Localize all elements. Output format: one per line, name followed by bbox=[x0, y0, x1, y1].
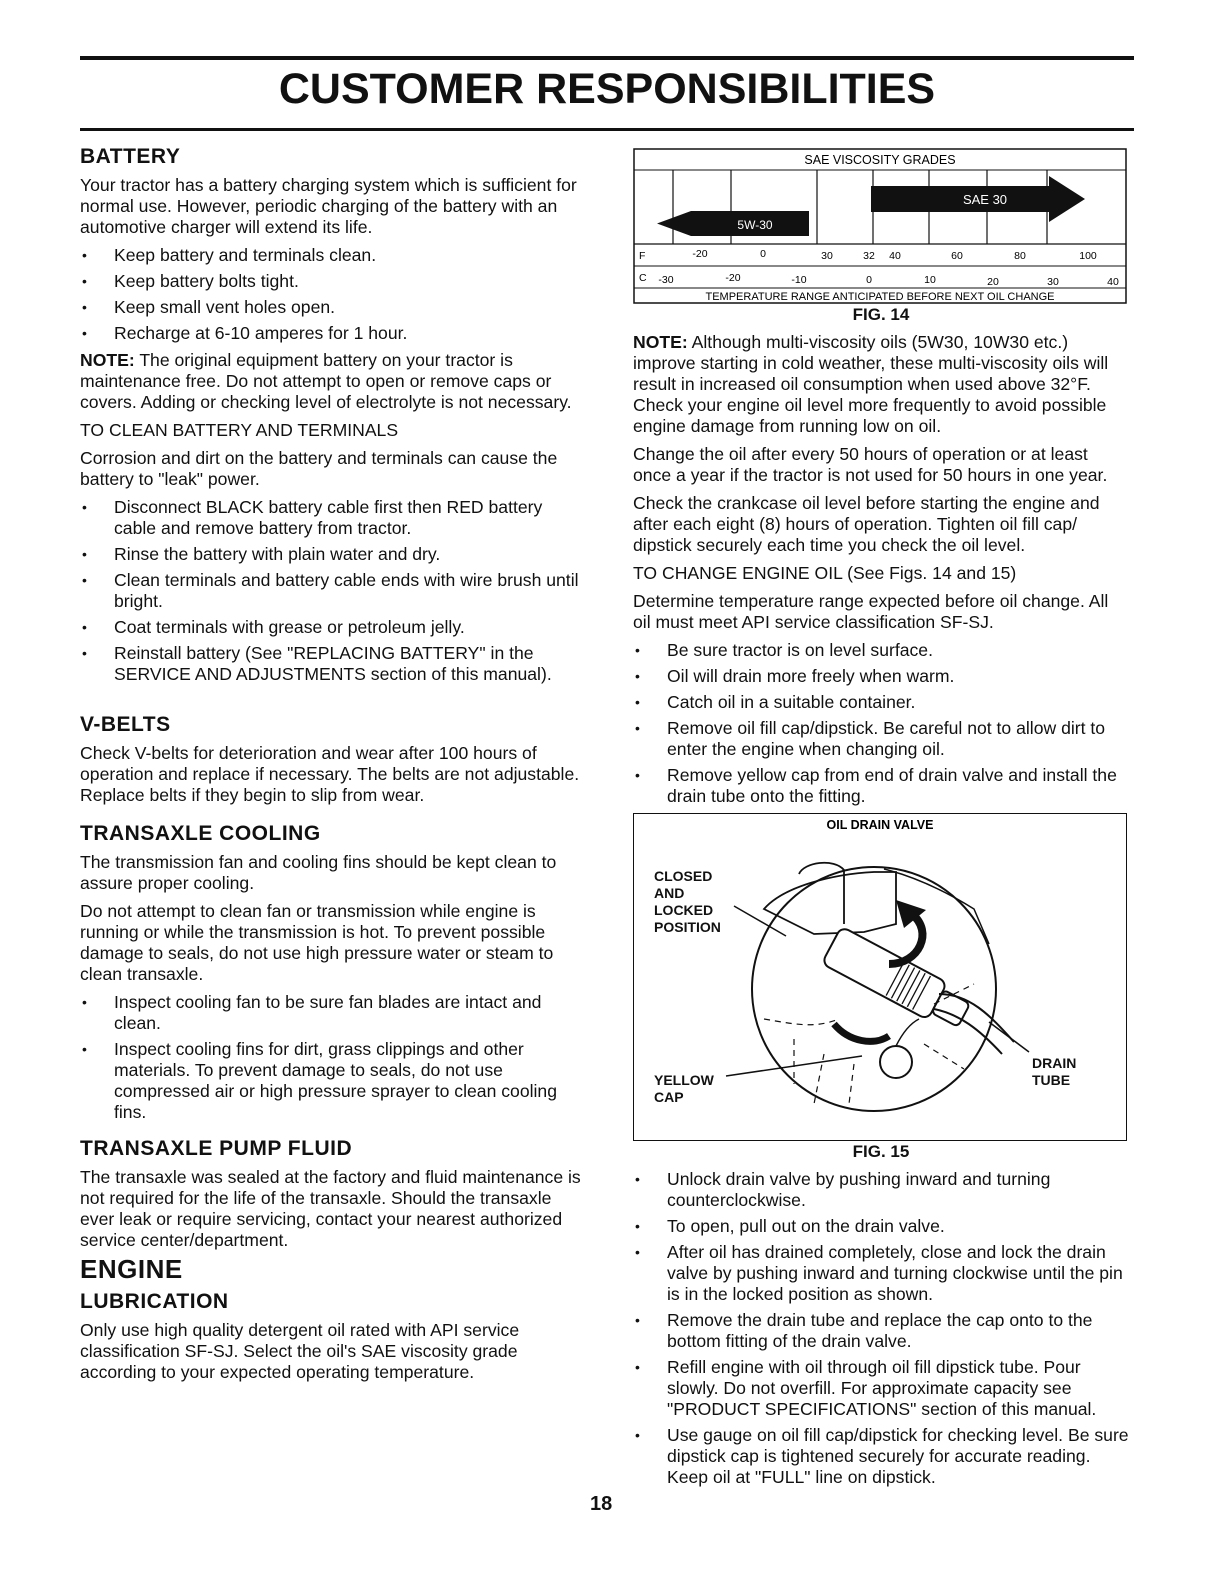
c-tick-label: 40 bbox=[1107, 276, 1119, 288]
battery-heading: BATTERY bbox=[80, 145, 181, 168]
battery-bullets bbox=[80, 245, 582, 344]
f-tick-label: 100 bbox=[1079, 250, 1097, 262]
list-item: • Inspect cooling fan to be sure fan blades are intact and clean. bbox=[80, 992, 582, 1034]
list-item: • Use gauge on oil fill cap/dipstick for checking level. Be sure dipstick cap is tightened securely for accurate reading. Keep oil at "FULL" line on dipstick. bbox=[633, 1425, 1129, 1488]
oil-check-text: Check the crankcase oil level before starting the engine and after each eight (8) hours of operation. Tighten oil fill cap/ dipstick securely each time you check the oil level. bbox=[633, 493, 1100, 555]
engine-heading: ENGINE bbox=[80, 1254, 183, 1284]
closed-locked-label bbox=[654, 868, 721, 936]
f-tick-label: 32 bbox=[863, 250, 875, 262]
list-item: • Oil will drain more freely when warm. bbox=[633, 666, 1129, 687]
sae30-label: SAE 30 bbox=[962, 192, 1008, 207]
clean-bullets bbox=[80, 497, 582, 685]
page-title: CUSTOMER RESPONSIBILITIES bbox=[278, 65, 936, 113]
list-item: • Keep battery bolts tight. bbox=[80, 271, 582, 292]
closed-leader bbox=[734, 906, 786, 936]
f-tick-label: 60 bbox=[951, 250, 963, 262]
label-line: CAP bbox=[654, 1089, 684, 1105]
list-item: • Reinstall battery (See "REPLACING BATTERY" in the SERVICE AND ADJUSTMENTS section of this manual). bbox=[80, 643, 582, 685]
lubrication-text: Only use high quality detergent oil rated with API service classification SF-SJ. Select the oil's SAE viscosity grade according to your expected operating temperature. bbox=[80, 1320, 520, 1382]
f-tick-label: 0 bbox=[760, 248, 766, 260]
drain-bullets bbox=[633, 1169, 1129, 1488]
vbelts-text: Check V-belts for deterioration and wear after 100 hours of operation and replace if necessary. The belts are not adjustable. Replace belts if they begin to slip from wear. bbox=[80, 743, 580, 805]
c-tick-label: -10 bbox=[791, 274, 807, 286]
engine-casting bbox=[764, 872, 896, 934]
transaxle-cooling-p1: The transmission fan and cooling fins should be kept clean to assure proper cooling. bbox=[80, 852, 557, 893]
battery-note bbox=[80, 350, 582, 413]
note-label: NOTE: bbox=[80, 350, 135, 370]
list-item: • After oil has drained completely, close and lock the drain valve by pushing inward and turning clockwise until the pin is in the locked position as shown. bbox=[633, 1242, 1129, 1305]
list-item: • Unlock drain valve by pushing inward and turning counterclockwise. bbox=[633, 1169, 1129, 1211]
list-item: • Catch oil in a suitable container. bbox=[633, 692, 1129, 713]
list-item: • Keep small vent holes open. bbox=[80, 297, 582, 318]
lower-arrow bbox=[834, 1024, 889, 1041]
chart-footer: TEMPERATURE RANGE ANTICIPATED BEFORE NEXT OIL CHANGE bbox=[705, 291, 1055, 303]
list-item: • Remove yellow cap from end of drain valve and install the drain tube onto the fitting. bbox=[633, 765, 1129, 807]
fig15-caption: FIG. 15 bbox=[852, 1142, 910, 1161]
c-tick-label: 0 bbox=[866, 274, 872, 286]
list-item: • Inspect cooling fins for dirt, grass clippings and other materials. To prevent damage to seals, do not use compressed air or high pressure sprayer to clean cooling fins. bbox=[80, 1039, 582, 1123]
f-tick-label: 40 bbox=[889, 250, 901, 262]
label-line: YELLOW bbox=[654, 1072, 714, 1088]
note-label: NOTE: bbox=[633, 332, 688, 352]
transaxle-cooling-heading: TRANSAXLE COOLING bbox=[80, 822, 321, 845]
f-axis-label: F bbox=[639, 250, 646, 262]
f-tick-label: 80 bbox=[1014, 250, 1026, 262]
c-tick-labels bbox=[658, 272, 1119, 288]
fig14-chart bbox=[633, 148, 1127, 304]
change-oil-heading: TO CHANGE ENGINE OIL (See Figs. 14 and 15) bbox=[633, 563, 1017, 583]
list-item: • Keep battery and terminals clean. bbox=[80, 245, 582, 266]
transaxle-pump-text: The transaxle was sealed at the factory and fluid maintenance is not required for the life of the transaxle. Should the transaxle ever leak or require servicing, contact your nearest authorized service center/department. bbox=[80, 1167, 581, 1250]
label-line: DRAIN bbox=[1032, 1055, 1077, 1071]
yellow-cap bbox=[880, 1046, 912, 1078]
list-item: • Clean terminals and battery cable ends with wire brush until bright. bbox=[80, 570, 582, 612]
viscosity-chart-svg bbox=[633, 148, 1127, 304]
c-tick-label: -30 bbox=[658, 274, 674, 286]
valve-housing bbox=[822, 926, 948, 1019]
chart-title: SAE VISCOSITY GRADES bbox=[804, 153, 956, 167]
note-text: The original equipment battery on your tractor is maintenance free. Do not attempt to open or remove caps or covers. Adding or checking level of electrolyte is not necessary. bbox=[80, 350, 572, 412]
c-axis-label: C bbox=[639, 272, 647, 284]
fig15-illustration bbox=[633, 813, 1127, 1141]
valve-body bbox=[822, 926, 974, 1034]
label-line: AND bbox=[654, 885, 685, 901]
list-item: • Rinse the battery with plain water and dry. bbox=[80, 544, 582, 565]
transaxle-cooling-bullets bbox=[80, 992, 582, 1123]
battery-intro: Your tractor has a battery charging system which is sufficient for normal use. However, periodic charging of the battery with an automotive charger will extend its life. bbox=[80, 175, 577, 237]
c-tick-label: 20 bbox=[987, 276, 999, 288]
yellow-cap-label bbox=[654, 1072, 714, 1106]
label-line: POSITION bbox=[654, 919, 721, 935]
note-text: Although multi-viscosity oils (5W30, 10W30 etc.) improve starting in cold weather, these multi-viscosity oils will result in increased oil consumption when used above 32°F. Check your engine oil level more frequently to avoid possible engine damage from running low on oil. bbox=[633, 332, 1109, 436]
list-item: • Remove oil fill cap/dipstick. Be careful not to allow dirt to enter the engine when changing oil. bbox=[633, 718, 1129, 760]
page-number: 18 bbox=[590, 1493, 613, 1515]
oil-change-text: Change the oil after every 50 hours of operation or at least once a year if the tractor is not used for 50 hours in one year. bbox=[633, 444, 1108, 485]
label-line: LOCKED bbox=[654, 902, 714, 918]
oil-note bbox=[633, 332, 1129, 437]
f-tick-label: 30 bbox=[821, 250, 833, 262]
c-tick-label: -20 bbox=[725, 272, 741, 284]
list-item: • Disconnect BLACK battery cable first then RED battery cable and remove battery from tractor. bbox=[80, 497, 582, 539]
title-rule-top bbox=[80, 56, 1134, 60]
transaxle-cooling-p2: Do not attempt to clean fan or transmission while engine is running or while the transmission is hot. To prevent possible damage to seals, do not use high pressure water or steam to clean transaxle. bbox=[80, 901, 554, 984]
right-column bbox=[633, 148, 1129, 1494]
list-item: • To open, pull out on the drain valve. bbox=[633, 1216, 1129, 1237]
5w30-bar bbox=[657, 211, 809, 236]
c-tick-label: 10 bbox=[924, 274, 936, 286]
list-item: • Coat terminals with grease or petroleum jelly. bbox=[80, 617, 582, 638]
oil-bullets bbox=[633, 640, 1129, 807]
vbelts-heading: V-BELTS bbox=[80, 713, 171, 736]
5w30-label: 5W-30 bbox=[737, 218, 773, 232]
list-item: • Be sure tractor is on level surface. bbox=[633, 640, 1129, 661]
c-tick-label: 30 bbox=[1047, 276, 1059, 288]
f-tick-label: -20 bbox=[692, 248, 708, 260]
fig15-title: OIL DRAIN VALVE bbox=[826, 818, 934, 832]
cap-tether bbox=[896, 1019, 919, 1046]
label-line: CLOSED bbox=[654, 868, 713, 884]
list-item: • Refill engine with oil through oil fill dipstick tube. Pour slowly. Do not overfill. For approximate capacity see "PRODUCT SPECIFICATIONS" section of this manual. bbox=[633, 1357, 1129, 1420]
drain-tube-label bbox=[1032, 1055, 1076, 1089]
label-line: TUBE bbox=[1032, 1072, 1071, 1088]
list-item: • Recharge at 6-10 amperes for 1 hour. bbox=[80, 323, 582, 344]
transaxle-pump-heading: TRANSAXLE PUMP FLUID bbox=[80, 1137, 353, 1160]
fig14-caption: FIG. 14 bbox=[852, 305, 910, 324]
clean-heading: TO CLEAN BATTERY AND TERMINALS bbox=[80, 420, 399, 440]
determine-text: Determine temperature range expected before oil change. All oil must meet API service classification SF-SJ. bbox=[633, 591, 1109, 632]
list-item: • Remove the drain tube and replace the cap onto to the bottom fitting of the drain valve. bbox=[633, 1310, 1129, 1352]
f-tick-labels bbox=[692, 248, 1097, 262]
left-column bbox=[80, 145, 582, 1390]
title-rule-bottom bbox=[80, 128, 1134, 131]
clean-intro: Corrosion and dirt on the battery and terminals can cause the battery to "leak" power. bbox=[80, 448, 558, 489]
lubrication-heading: LUBRICATION bbox=[80, 1290, 229, 1313]
